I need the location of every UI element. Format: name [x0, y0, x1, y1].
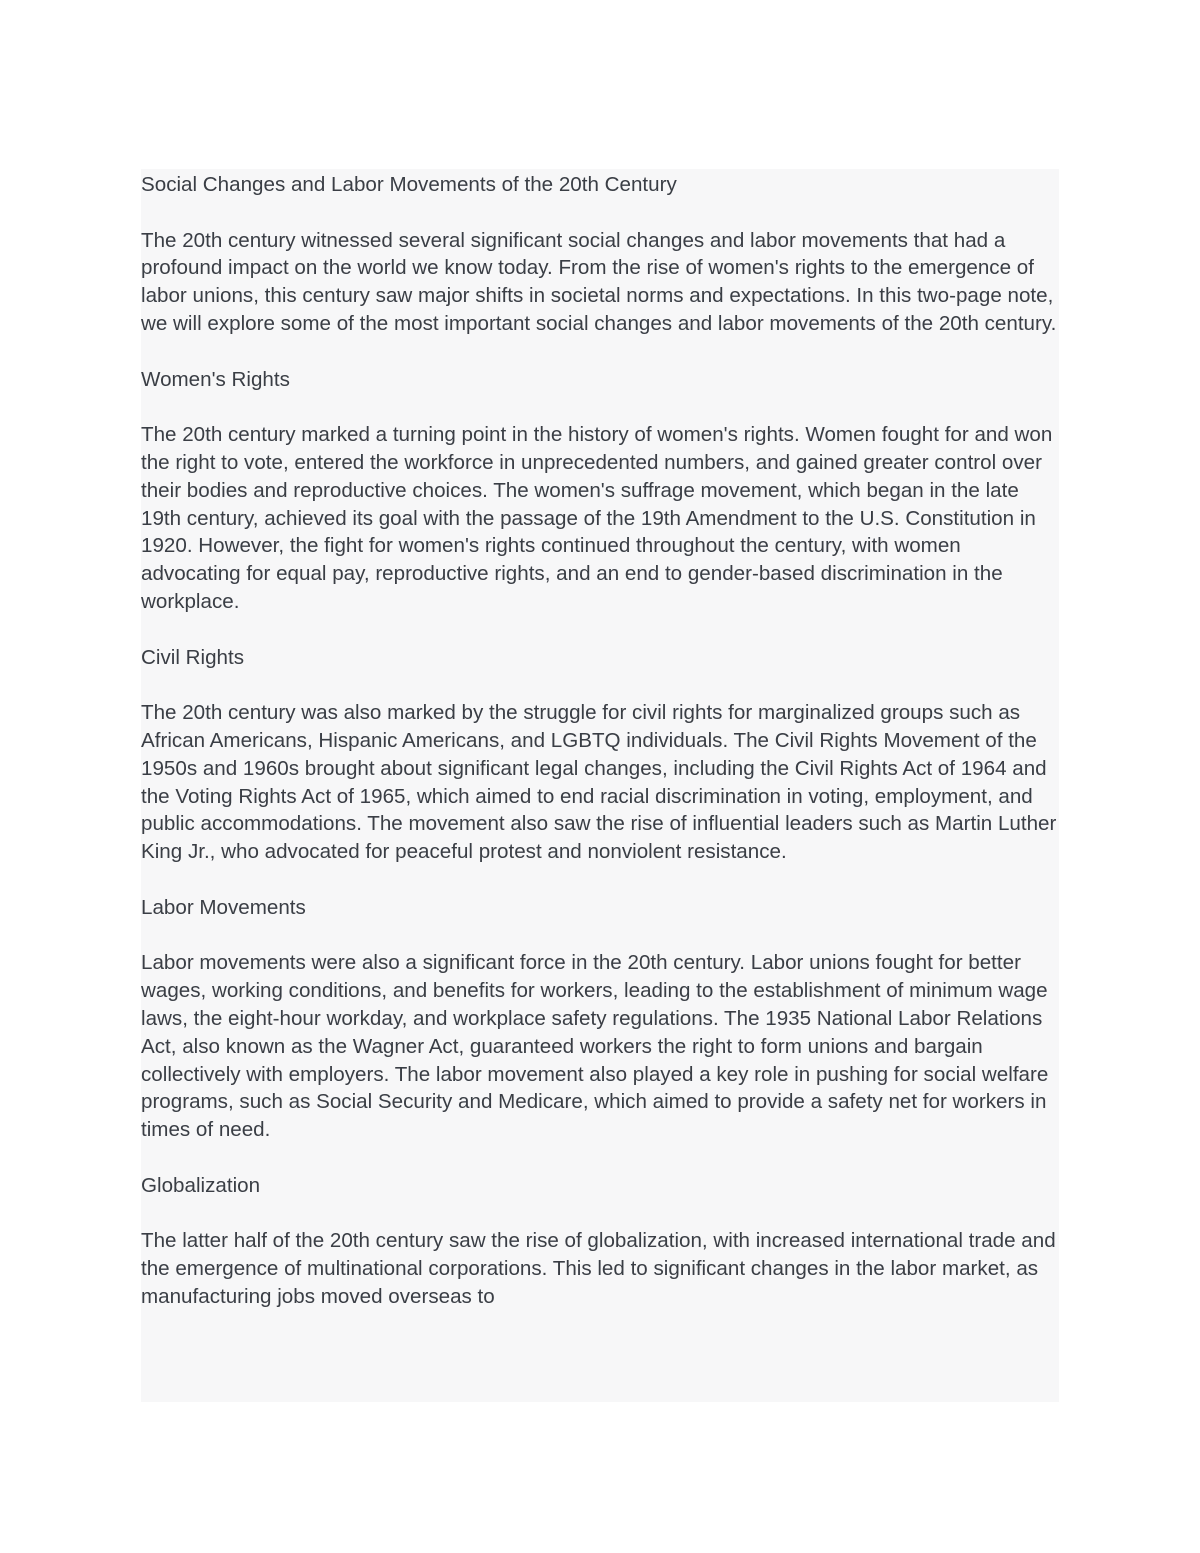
section-body-womens-rights: The 20th century marked a turning point in the history of women's rights. Women fought for and won the right to vote, entered the workforce in unprecedented numbers, and gained greater control over their bodies and reproductive choices. The women's suffrage movement, which began in the late 19th century, achieved its goal with the passage of the 19th Amendment to the U.S. Constitution in 1920. However, the fight for women's rights continued throughout the century, with women advocating for equal pay, reproductive rights, and an end to gender-based discrimination in the workplace.	[141, 423, 1059, 613]
paragraph-gap	[141, 616, 1059, 644]
document-title: Social Changes and Labor Movements of the 20th Century	[141, 173, 677, 196]
section-body-civil-rights: The 20th century was also marked by the struggle for civil rights for marginalized groups such as African Americans, Hispanic Americans, and LGBTQ individuals. The Civil Rights Movement of the 1950s and 1960s brought about significant legal changes, including the Civil Rights Act of 1964 and the Voting Rights Act of 1965, which aimed to end racial discrimination in voting, employment, and public accommodations. The movement also saw the rise of influential leaders such as Martin Luther King Jr., who advocated for peaceful protest and nonviolent resistance.	[141, 701, 1063, 864]
section-body-globalization: The latter half of the 20th century saw the rise of globalization, with increased international trade and the emergence of multinational corporations. This led to significant changes in the labor market, as manufacturing jobs moved overseas to	[141, 1229, 1062, 1308]
paragraph-gap	[141, 338, 1059, 366]
intro-paragraph: The 20th century witnessed several significant social changes and labor movements that had a profound impact on the world we know today. From the rise of women's rights to the emergence of labor unions, this century saw major shifts in societal norms and expectations. In this two-page note, we will explore some of the most important social changes and labor movements of the 20th century.	[141, 228, 1060, 335]
section-body-labor-movements: Labor movements were also a significant force in the 20th century. Labor unions fought for better wages, working conditions, and benefits for workers, leading to the establishment of minimum wage laws, the eight-hour workday, and workplace safety regulations. The 1935 National Labor Relations Act, also known as the Wagner Act, guaranteed workers the right to form unions and bargain collectively with employers. The labor movement also played a key role in pushing for social welfare programs, such as Social Security and Medicare, which aimed to provide a safety net for workers in times of need.	[141, 951, 1055, 1142]
paragraph-gap	[141, 922, 1059, 950]
section-heading-womens-rights: Women's Rights	[141, 367, 290, 391]
section-heading-labor-movements: Labor Movements	[141, 895, 306, 919]
section-heading-civil-rights: Civil Rights	[141, 645, 244, 669]
section-heading-globalization: Globalization	[141, 1173, 261, 1197]
paragraph-gap	[141, 1199, 1059, 1227]
document-text-block	[141, 169, 1063, 1402]
paragraph-gap	[141, 1144, 1059, 1172]
paragraph-gap	[141, 199, 1059, 227]
paragraph-gap	[141, 393, 1059, 421]
paragraph-gap	[141, 671, 1059, 699]
paragraph-gap	[141, 866, 1059, 894]
